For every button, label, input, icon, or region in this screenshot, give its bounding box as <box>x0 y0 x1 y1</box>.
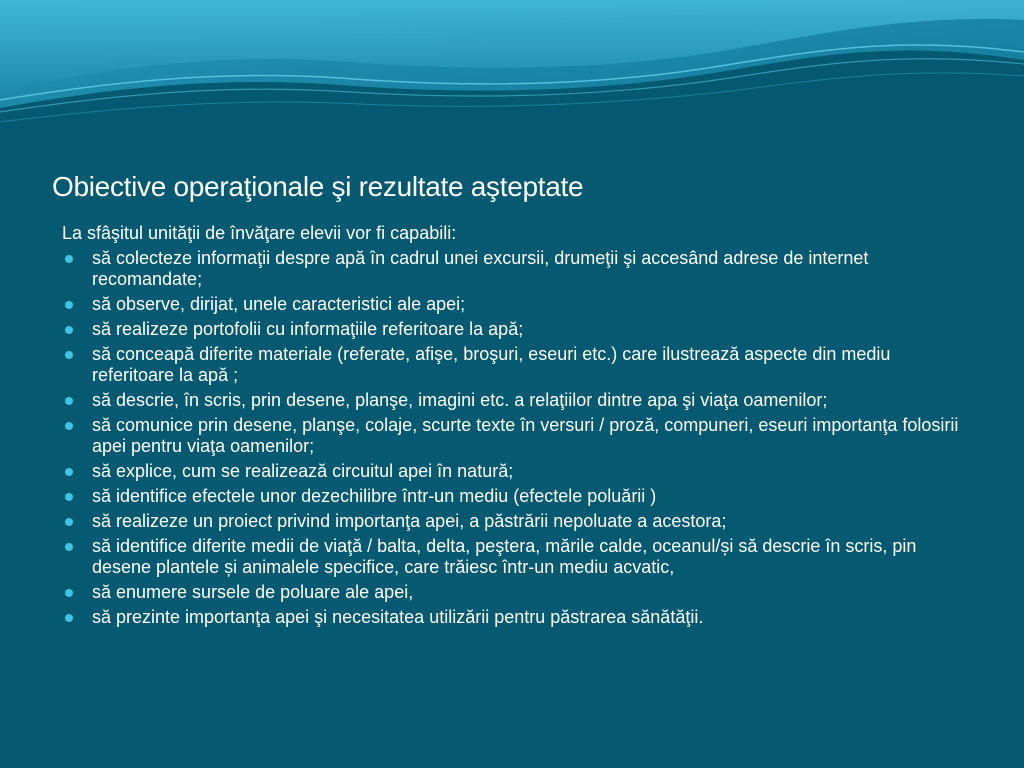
intro-text: La sfâşitul unităţii de învăţare elevii vor fi capabili: <box>62 223 457 243</box>
list-item-text: să identifice diferite medii de viaţă / balta, delta, peştera, mările calde, oceanul/și să descrie în scris, pin desene plantele și animalele specifice, care trăiesc într-un mediu acvatic, <box>92 536 917 577</box>
list-item <box>62 536 972 578</box>
list-item-text: să colecteze informaţii despre apă în cadrul unei excursii, drumeţii şi accesând adrese de internet recomandate; <box>92 248 869 289</box>
list-item-text: să realizeze un proiect privind importanţa apei, a păstrării nepoluate a acestora; <box>92 511 727 531</box>
slide-title: Obiective operaţionale şi rezultate aşteptate <box>52 171 584 202</box>
list-item <box>62 390 972 411</box>
list-item-text: să realizeze portofolii cu informaţiile referitoare la apă; <box>92 319 524 339</box>
list-item <box>62 461 972 482</box>
list-item-text: să prezinte importanţa apei şi necesitatea utilizării pentru păstrarea sănătăţii. <box>92 607 704 627</box>
wave-header-decoration <box>0 0 1024 130</box>
list-item <box>62 319 972 340</box>
bullet-icon <box>65 326 73 334</box>
bullet-icon <box>65 351 73 359</box>
list-item-text: să descrie, în scris, prin desene, planşe, imagini etc. a relaţiilor dintre apa şi viaţa oamenilor; <box>92 390 828 410</box>
list-item <box>62 294 972 315</box>
bullet-icon <box>65 589 73 597</box>
list-item-text: să explice, cum se realizează circuitul apei în natură; <box>92 461 514 481</box>
bullet-icon <box>65 493 73 501</box>
list-item <box>62 415 972 457</box>
bullet-icon <box>65 468 73 476</box>
list-item <box>62 607 972 628</box>
list-item <box>62 248 972 290</box>
bullet-icon <box>65 255 73 263</box>
bullet-icon <box>65 614 73 622</box>
bullet-icon <box>65 422 73 430</box>
bullet-icon <box>65 301 73 309</box>
bullet-icon <box>65 518 73 526</box>
list-item-text: să comunice prin desene, planşe, colaje, scurte texte în versuri / proză, compuneri, eseuri importanţa folosirii apei pentru viaţa oamenilor; <box>92 415 959 456</box>
list-item <box>62 486 972 507</box>
bullet-icon <box>65 397 73 405</box>
list-item-text: să identifice efectele unor dezechilibre într-un mediu (efectele poluării ) <box>92 486 657 506</box>
bullet-icon <box>65 543 73 551</box>
objectives-list <box>62 248 972 632</box>
list-item-text: să enumere sursele de poluare ale apei, <box>92 582 414 602</box>
list-item-text: să conceapă diferite materiale (referate, afişe, broşuri, eseuri etc.) care ilustrează aspecte din mediu referitoare la apă ; <box>92 344 891 385</box>
list-item <box>62 582 972 603</box>
list-item <box>62 344 972 386</box>
list-item <box>62 511 972 532</box>
list-item-text: să observe, dirijat, unele caracteristici ale apei; <box>92 294 466 314</box>
